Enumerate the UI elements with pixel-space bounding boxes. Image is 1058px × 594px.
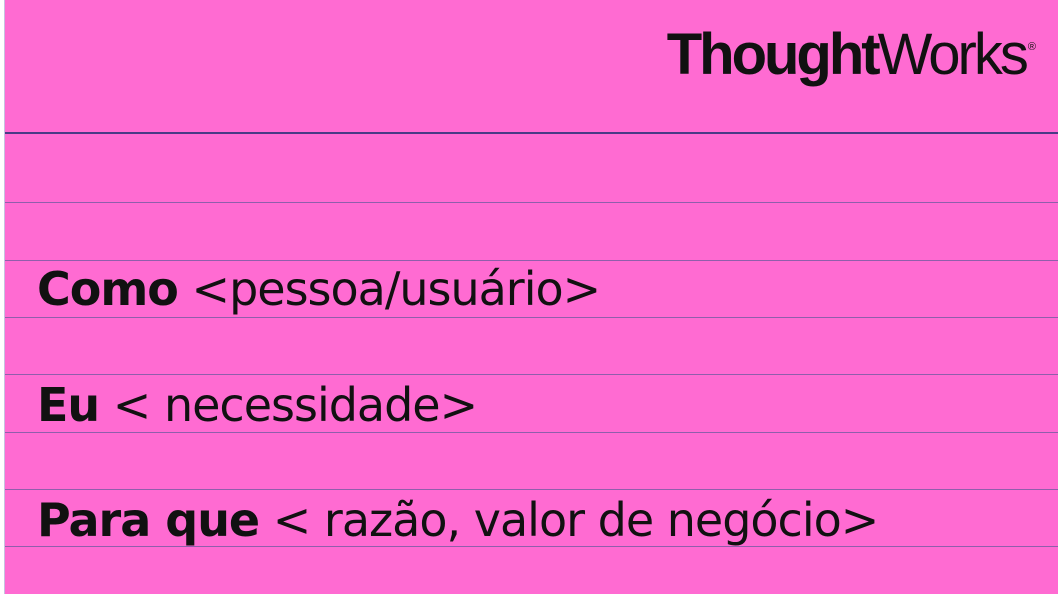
thoughtworks-logo	[666, 22, 1036, 87]
story-keyword-para-que: Para que	[37, 493, 260, 547]
story-line-want	[37, 378, 478, 432]
card-rule	[5, 202, 1058, 203]
logo-thought: Thought	[666, 22, 878, 87]
story-placeholder-persona: <pessoa/usuário>	[191, 262, 601, 316]
card-rule	[5, 374, 1058, 375]
card-rule	[5, 489, 1058, 490]
story-keyword-como: Como	[37, 262, 178, 316]
card-rule	[5, 317, 1058, 318]
story-keyword-eu: Eu	[37, 378, 100, 432]
story-placeholder-reason: < razão, valor de negócio>	[272, 493, 879, 547]
index-card	[4, 0, 1058, 594]
story-line-so-that	[37, 493, 879, 547]
header-rule	[5, 132, 1058, 134]
logo-registered-mark: ®	[1027, 41, 1036, 53]
story-placeholder-need: < necessidade>	[112, 378, 478, 432]
card-rule	[5, 260, 1058, 261]
story-line-as	[37, 262, 601, 316]
logo-works: Works	[877, 22, 1026, 87]
card-rule	[5, 432, 1058, 433]
